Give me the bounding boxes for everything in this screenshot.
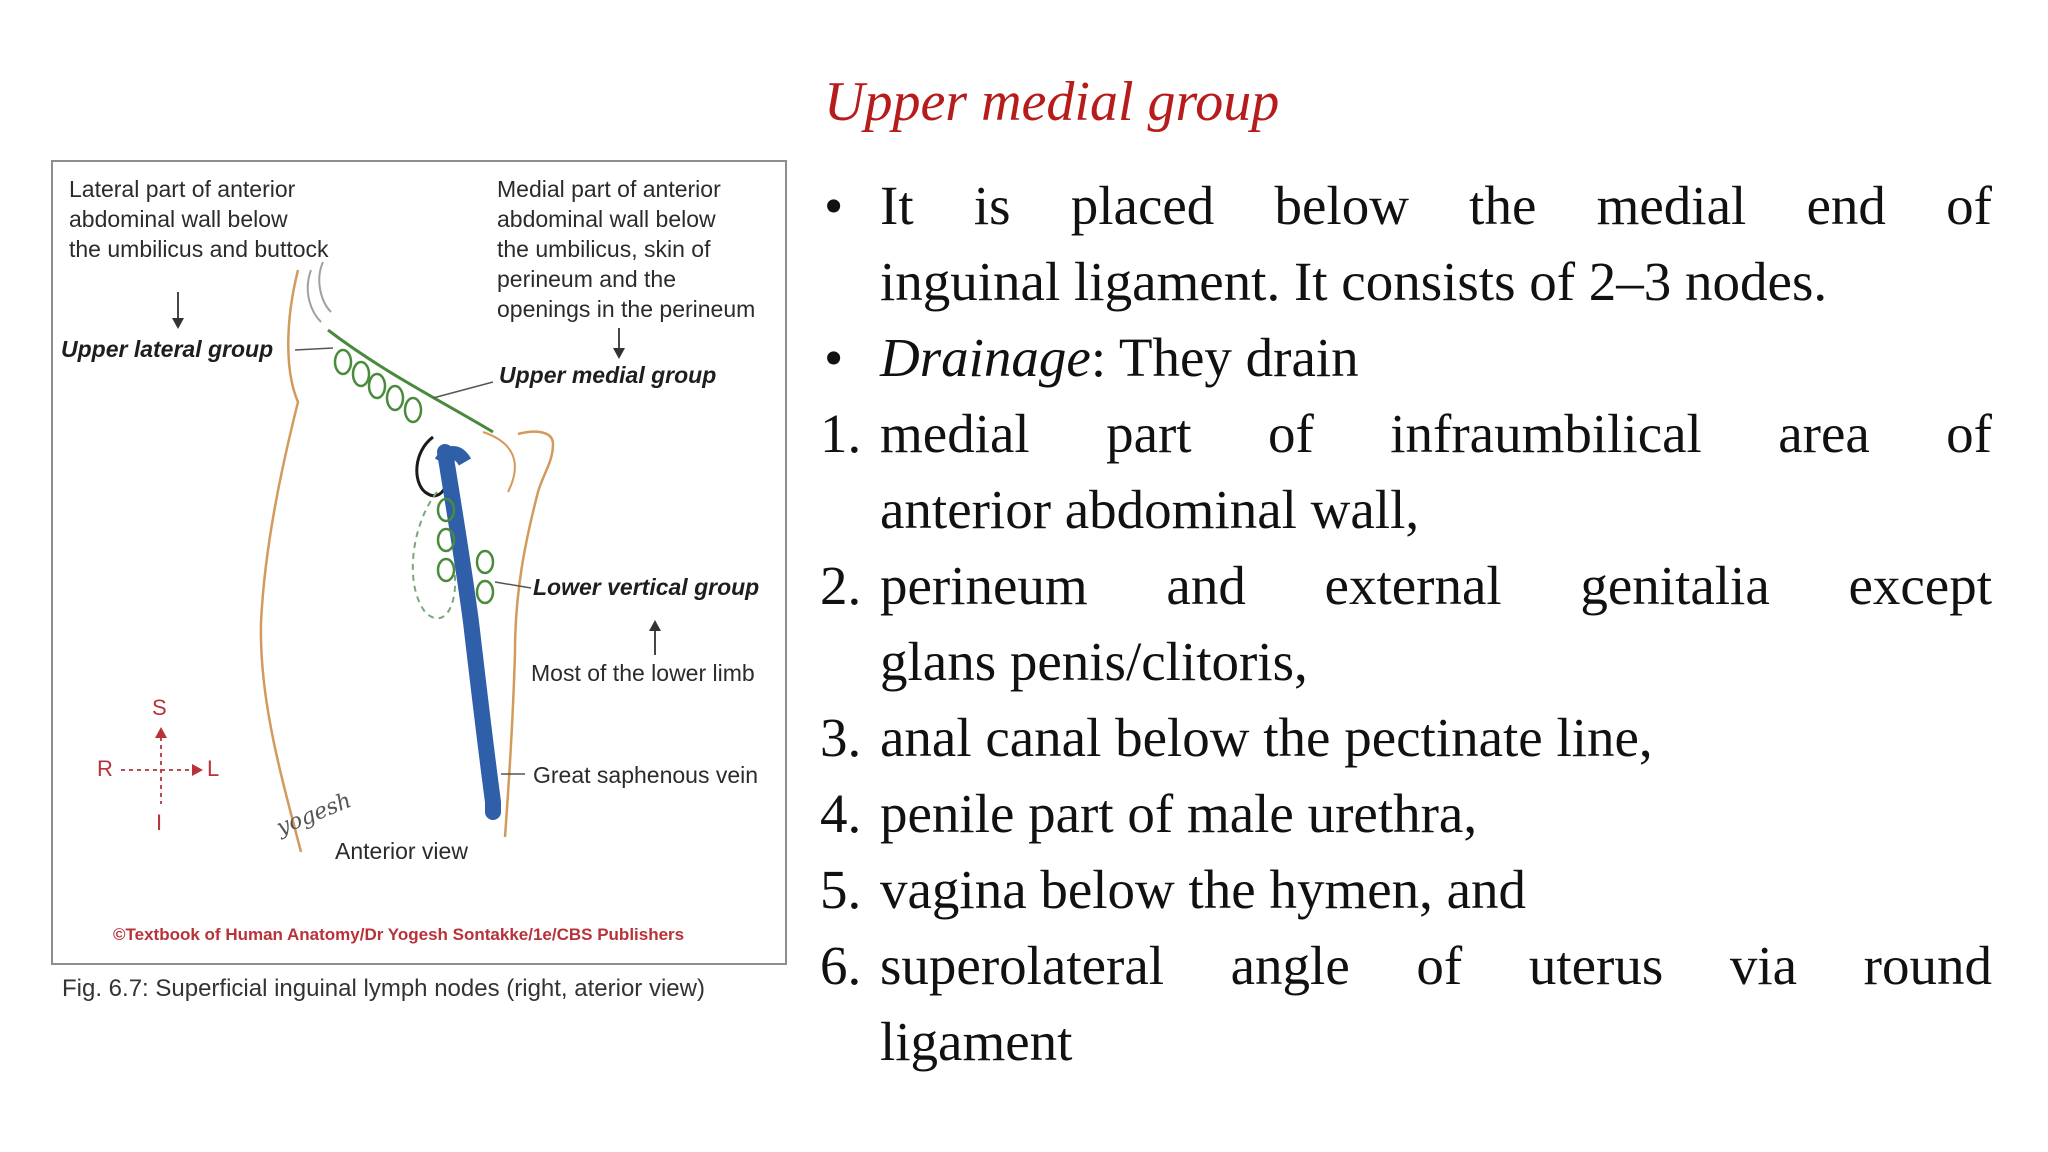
- arrow-medial-head: [613, 348, 625, 359]
- list-text: [880, 396, 1992, 548]
- list-number: 4.: [820, 783, 862, 844]
- anterior-view-label: Anterior view: [335, 838, 468, 864]
- list-number: 1.: [820, 403, 862, 464]
- node: [405, 398, 421, 422]
- list-item: [820, 700, 1992, 776]
- figure-credit: ©Textbook of Human Anatomy/Dr Yogesh Sontakke/1e/CBS Publishers: [113, 925, 685, 944]
- arrow-lateral-head: [172, 318, 184, 329]
- list-number: 6.: [820, 935, 862, 996]
- great-saphenous-vein-label: Great saphenous vein: [533, 762, 759, 788]
- upper-lateral-group-label: Upper lateral group: [61, 336, 274, 362]
- orientation-right: R: [97, 756, 113, 781]
- orientation-superior: S: [152, 695, 167, 720]
- bullet-marker: •: [824, 327, 844, 388]
- list-line: ligament: [880, 1011, 1073, 1072]
- list-number: 5.: [820, 859, 862, 920]
- list-line: perineum and external genitalia except: [880, 555, 1992, 616]
- node: [387, 386, 403, 410]
- drainage-term: Drainage: [880, 327, 1091, 388]
- list-line: glans penis/clitoris,: [880, 631, 1308, 692]
- medial-source-line: Medial part of anterior: [497, 176, 721, 202]
- page-title: Upper medial group: [824, 71, 1280, 133]
- orient-up-head: [155, 727, 167, 738]
- anatomy-figure: [51, 160, 787, 965]
- scrotum-outline: [483, 432, 515, 492]
- node: [335, 350, 351, 374]
- bullet-item: [820, 320, 1992, 396]
- upper-medial-group-label: Upper medial group: [499, 362, 717, 388]
- bullet-line: It is placed below the medial end of: [880, 175, 1992, 236]
- list-line: medial part of infraumbilical area of: [880, 403, 1992, 464]
- drainage-rest: : They drain: [1090, 327, 1359, 388]
- orient-right-head: [192, 764, 203, 776]
- trunk-left-line-2: [319, 262, 331, 312]
- list-item: [820, 852, 1992, 928]
- node: [477, 581, 493, 603]
- leader-upper-lateral: [295, 348, 333, 350]
- list-text: [880, 928, 1992, 1080]
- lower-vertical-group-label: Lower vertical group: [533, 574, 760, 600]
- bullet-text: [880, 168, 1992, 320]
- list-item: [820, 396, 1992, 548]
- node: [353, 362, 369, 386]
- list-item: [820, 776, 1992, 852]
- lateral-source-line: abdominal wall below: [69, 206, 288, 232]
- slide-body: [820, 168, 1992, 1080]
- medial-source-line: openings in the perineum: [497, 296, 756, 322]
- orientation-inferior: I: [156, 810, 163, 835]
- bullet-line: inguinal ligament. It consists of 2–3 nodes.: [880, 251, 1828, 312]
- list-line: superolateral angle of uterus via round: [880, 935, 1992, 996]
- orientation-left: L: [207, 756, 220, 781]
- list-number: 3.: [820, 707, 862, 768]
- leader-lower-vertical: [495, 582, 531, 588]
- leader-upper-medial: [433, 382, 493, 398]
- author-signature: yogesh: [273, 788, 356, 841]
- lateral-source-label: [69, 174, 329, 264]
- medial-source-line: the umbilicus, skin of: [497, 236, 711, 262]
- list-text: anal canal below the pectinate line,: [880, 707, 1653, 768]
- medial-source-line: perineum and the: [497, 266, 677, 292]
- upper-lateral-nodes: [335, 350, 421, 422]
- node: [369, 374, 385, 398]
- list-line: anterior abdominal wall,: [880, 479, 1420, 540]
- lateral-source-line: the umbilicus and buttock: [69, 236, 329, 262]
- medial-source-line: abdominal wall below: [497, 206, 716, 232]
- list-text: penile part of male urethra,: [880, 783, 1478, 844]
- bullet-marker: •: [824, 175, 844, 236]
- lateral-source-line: Lateral part of anterior: [69, 176, 296, 202]
- list-item: [820, 548, 1992, 700]
- figure-caption: Fig. 6.7: Superficial inguinal lymph nodes (right, aterior view): [62, 975, 705, 1002]
- node: [438, 559, 454, 581]
- list-text: vagina below the hymen, and: [880, 859, 1527, 920]
- medial-source-label: [497, 174, 755, 324]
- list-number: 2.: [820, 555, 862, 616]
- inguinal-ligament: [328, 330, 493, 432]
- most-lower-limb-label: Most of the lower limb: [531, 660, 755, 686]
- list-item: [820, 928, 1992, 1080]
- bullet-text: [880, 320, 1992, 396]
- list-text: [880, 548, 1992, 700]
- bullet-item: [820, 168, 1992, 320]
- arrow-lowerlimb-head: [649, 620, 661, 631]
- node: [477, 551, 493, 573]
